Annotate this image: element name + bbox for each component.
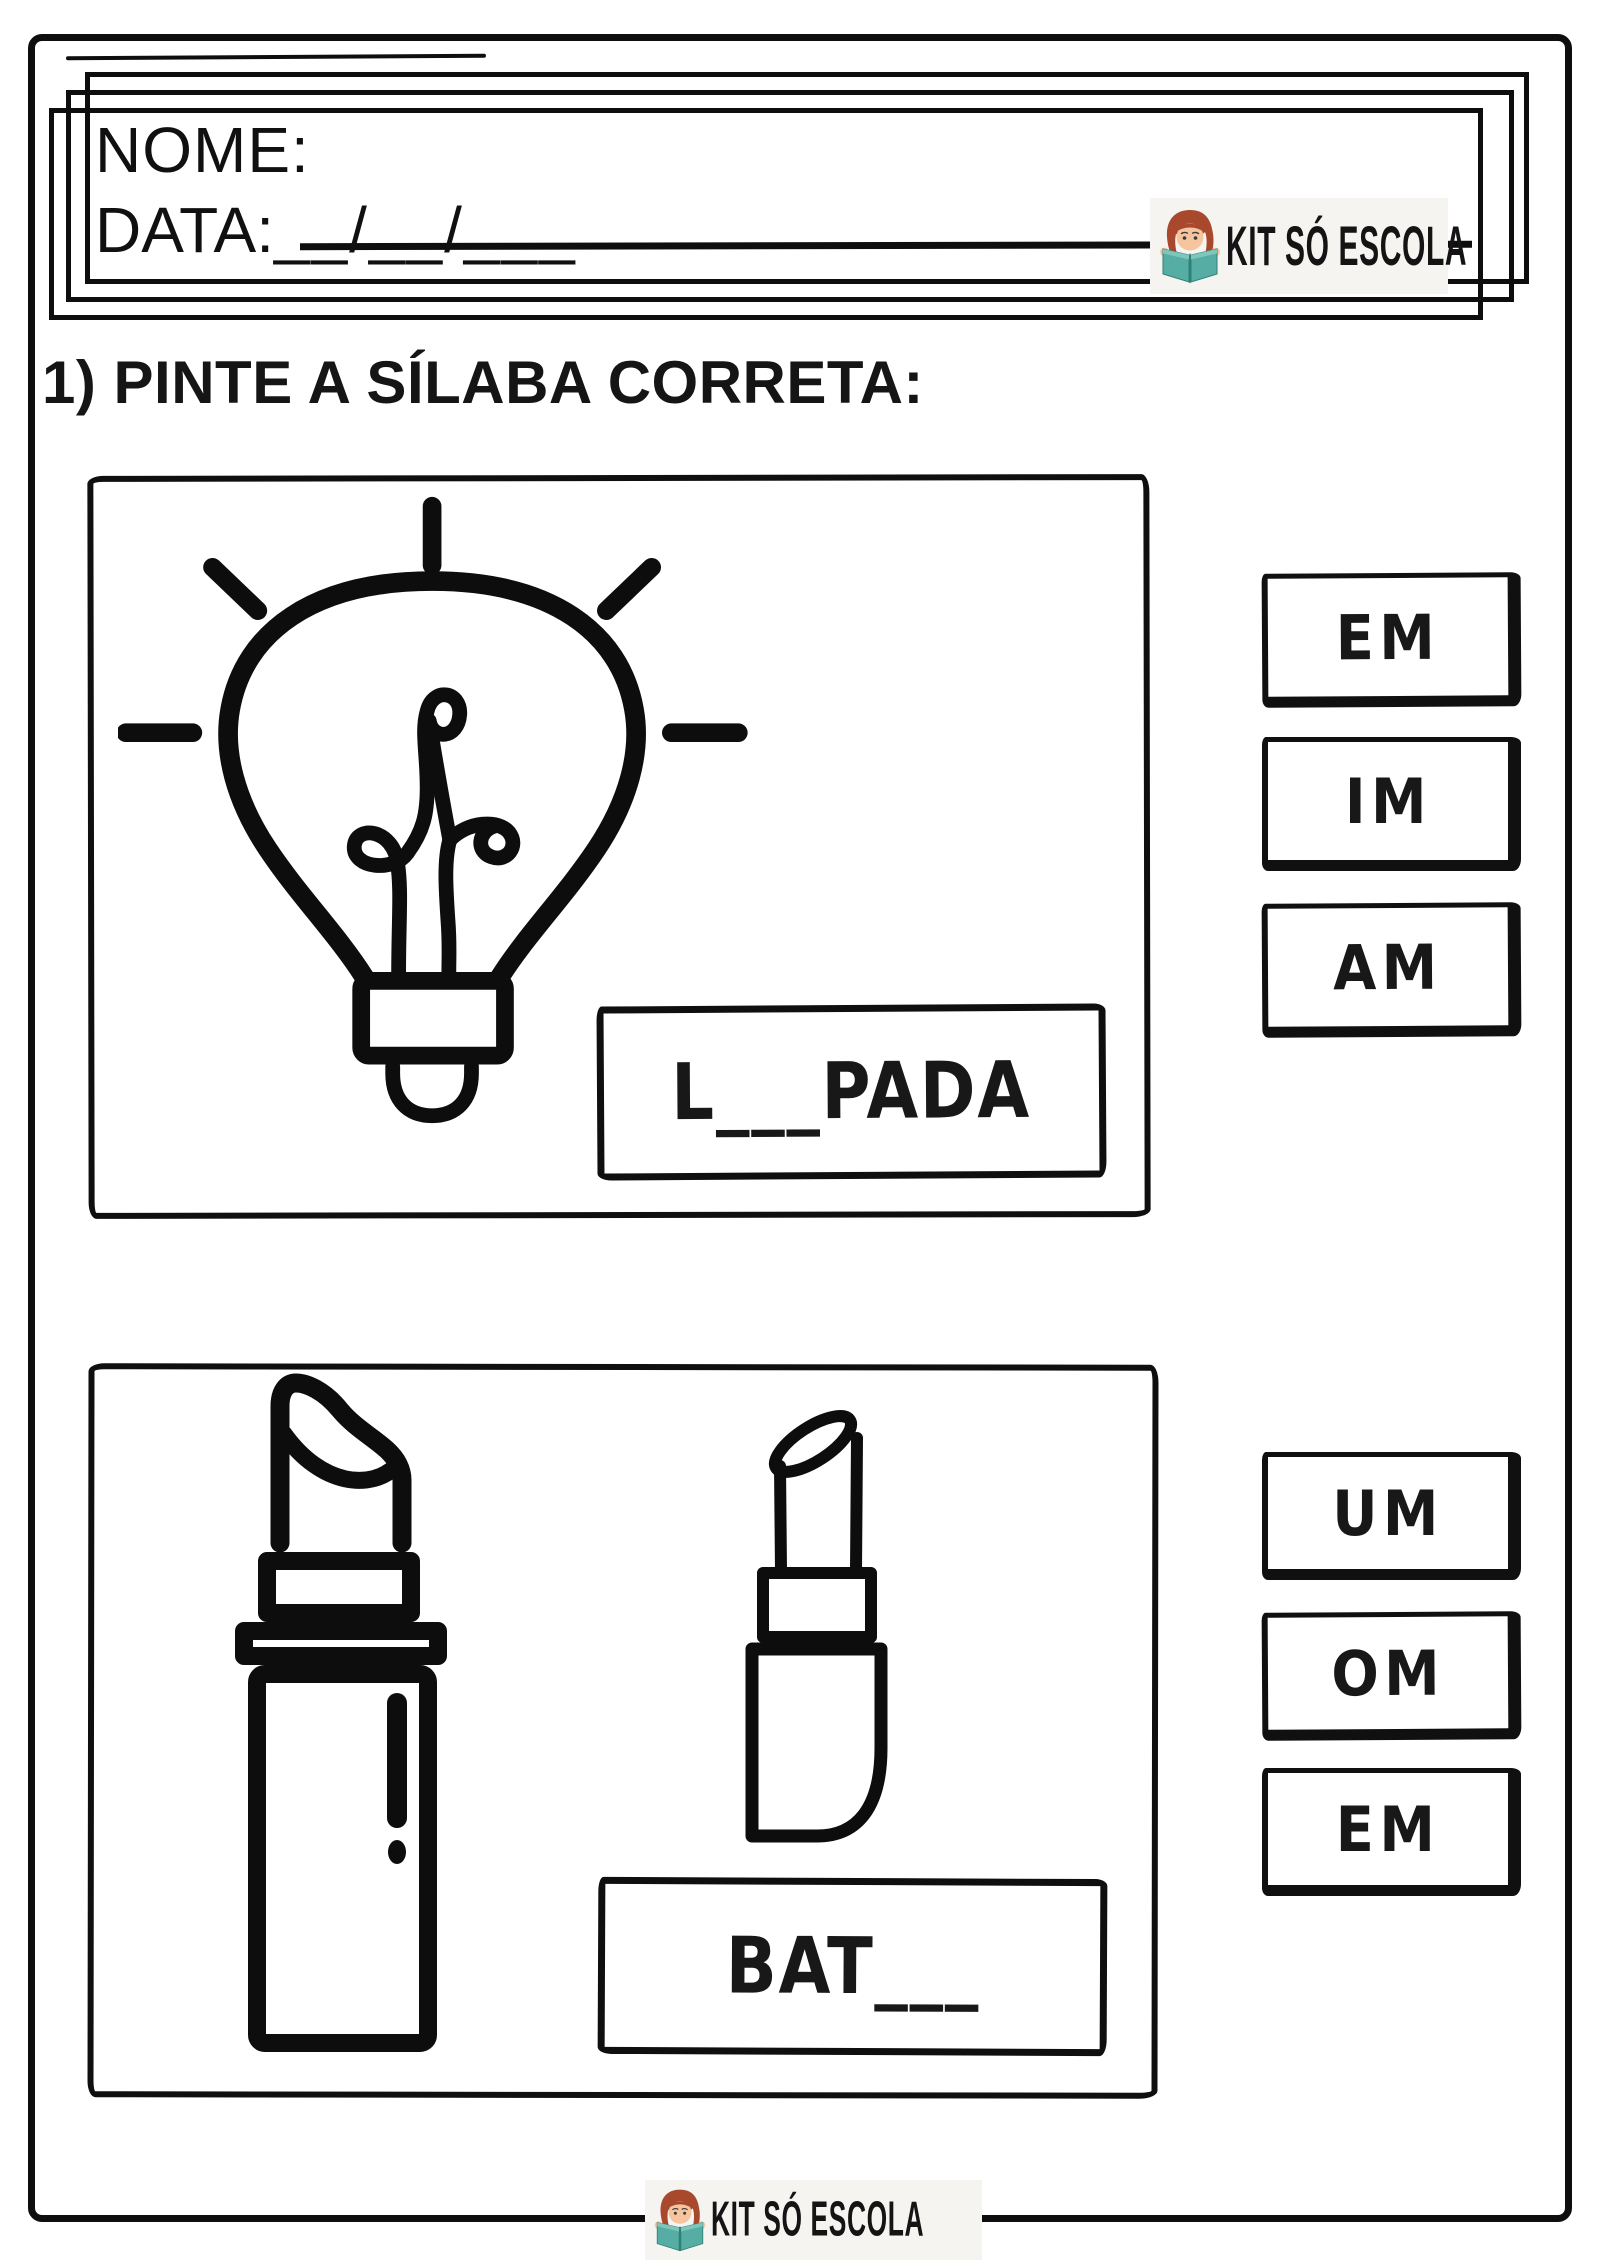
brand-badge-header: [1150, 198, 1468, 294]
date-label: DATA:: [95, 194, 274, 266]
name-label: NOME:: [95, 114, 310, 186]
syllable-option-om[interactable]: [1262, 1611, 1522, 1741]
syllable-option-em-2[interactable]: [1262, 1768, 1521, 1896]
brand-badge-footer: [645, 2180, 982, 2260]
syllable-label: UM: [1332, 1476, 1444, 1550]
girl-reading-book-icon: [653, 2185, 707, 2255]
page-title: 1) PINTE A SÍLABA CORRETA:: [42, 349, 924, 416]
lipstick-small-icon: [745, 1408, 888, 1843]
syllable-label: EM: [1335, 600, 1441, 674]
syllable-label: IM: [1344, 764, 1432, 838]
syllable-label: AM: [1333, 930, 1443, 1004]
date-row: [95, 194, 577, 266]
brand-text: KIT SÓ ESCOLA: [711, 2192, 925, 2247]
syllable-option-am[interactable]: [1262, 902, 1522, 1038]
word-lampada: L___PADA: [671, 1045, 1032, 1139]
syllable-label: EM: [1335, 1792, 1441, 1866]
word-box-batom: [598, 1877, 1108, 2056]
brand-text: KIT SÓ ESCOLA: [1226, 214, 1468, 278]
syllable-option-im[interactable]: [1262, 737, 1521, 871]
girl-reading-book-icon: [1158, 205, 1222, 287]
date-fill-blanks[interactable]: __/__/___: [273, 194, 577, 266]
word-batom: BAT___: [725, 1920, 980, 2013]
syllable-option-em-1[interactable]: [1262, 572, 1522, 708]
syllable-option-um[interactable]: [1262, 1452, 1521, 1580]
lipstick-large-icon: [232, 1372, 452, 2052]
word-box-lampada: [596, 1003, 1106, 1180]
syllable-label: OM: [1330, 1636, 1446, 1710]
